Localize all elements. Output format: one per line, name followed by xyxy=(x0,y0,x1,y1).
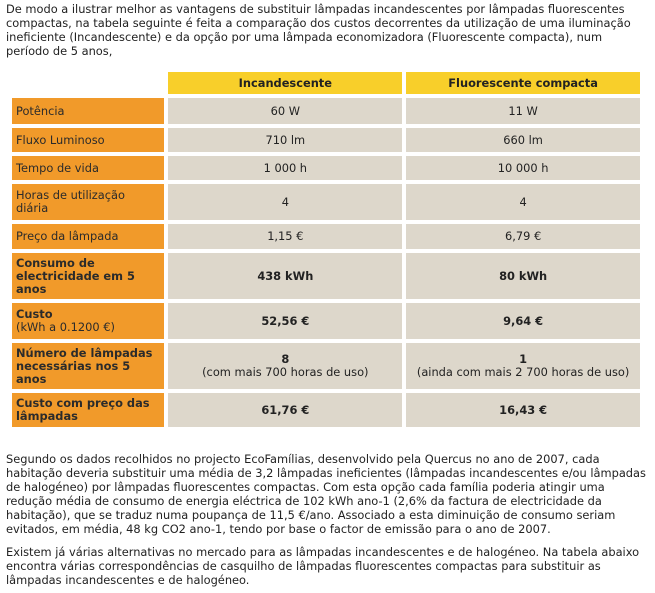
value-note: (ainda com mais 2 700 horas de uso) xyxy=(416,365,630,379)
comparison-table xyxy=(8,68,644,431)
intro-paragraph: De modo a ilustrar melhor as vantagens de substituir lâmpadas incandescentes por lâmpadas fluorescentes compactas, na tabela seguinte é feita a comparação dos custos decorrentes da utilização de uma iluminação ineficiente (Incandescente) e da opção por uma lâmpada economizadora (Fluorescente compacta), num período de 5 anos, xyxy=(6,2,631,58)
header-fluorescente: Fluorescente compacta xyxy=(406,72,640,94)
value-main: 1 xyxy=(519,352,528,366)
value-incandescente: 1 000 h xyxy=(168,156,402,180)
row-label: Consumo de electricidade em 5 anos xyxy=(12,253,164,299)
value-incandescente: 438 kWh xyxy=(168,253,402,299)
row-label: Custo com preço das lâmpadas xyxy=(12,393,164,427)
alternatives-paragraph: Existem já várias alternativas no mercado para as lâmpadas incandescentes e de halogéneo. Na tabela abaixo encontra várias correspondências de casquilho de lâmpadas fluorescentes compactas para substituir as lâmpadas incandescentes e de halogéneo. xyxy=(6,545,640,587)
value-incandescente: 1,15 € xyxy=(168,224,402,249)
table-row xyxy=(12,303,640,339)
value-fluorescente: 10 000 h xyxy=(406,156,640,180)
value-fluorescente: 16,43 € xyxy=(406,393,640,427)
header-incandescente: Incandescente xyxy=(168,72,402,94)
value-fluorescente: 80 kWh xyxy=(406,253,640,299)
row-label-sub: (kWh a 0.1200 €) xyxy=(16,320,115,334)
table-row xyxy=(12,224,640,249)
value-fluorescente: 9,64 € xyxy=(406,303,640,339)
value-fluorescente: 660 lm xyxy=(406,128,640,152)
row-label: Potência xyxy=(12,98,164,124)
value-incandescente: 52,56 € xyxy=(168,303,402,339)
table-row xyxy=(12,156,640,180)
table-row xyxy=(12,393,640,427)
ecofamilias-paragraph: Segundo os dados recolhidos no projecto EcoFamílias, desenvolvido pela Quercus no ano de 2007, cada habitação deveria substituir uma média de 3,2 lâmpadas ineficientes (lâmpadas incandescentes e/ou lâmpadas de halogéneo) por lâmpadas fluorescentes compactas. Com esta opção cada família poderia atingir uma redução média de consumo de energia eléctrica de 102 kWh ano-1 (2,6% da factura de electricidade da habitação), que se traduz numa poupança de 11,5 €/ano. Associado a esta diminuição de consumo seriam evitados, em média, 48 kg CO2 ano-1, tendo por base o factor de emissão para o ano de 2007. xyxy=(6,452,646,536)
value-incandescente: 4 xyxy=(168,184,402,220)
value-incandescente: 60 W xyxy=(168,98,402,124)
value-note: (com mais 700 horas de uso) xyxy=(202,365,369,379)
row-label: Preço da lâmpada xyxy=(12,224,164,249)
table-row xyxy=(12,253,640,299)
row-label-main: Custo xyxy=(16,307,53,321)
row-label xyxy=(12,303,164,339)
value-fluorescente: 11 W xyxy=(406,98,640,124)
value-fluorescente xyxy=(406,343,640,389)
value-fluorescente: 6,79 € xyxy=(406,224,640,249)
row-label: Fluxo Luminoso xyxy=(12,128,164,152)
value-main: 8 xyxy=(281,352,290,366)
row-label: Número de lâmpadas necessárias nos 5 anos xyxy=(12,343,164,389)
table-row xyxy=(12,98,640,124)
header-row xyxy=(12,72,640,94)
table-row xyxy=(12,128,640,152)
value-fluorescente: 4 xyxy=(406,184,640,220)
value-incandescente xyxy=(168,343,402,389)
row-label: Horas de utilização diária xyxy=(12,184,164,220)
header-blank-cell xyxy=(12,72,164,94)
table-row xyxy=(12,343,640,389)
value-incandescente: 61,76 € xyxy=(168,393,402,427)
value-incandescente: 710 lm xyxy=(168,128,402,152)
table-row xyxy=(12,184,640,220)
row-label: Tempo de vida xyxy=(12,156,164,180)
